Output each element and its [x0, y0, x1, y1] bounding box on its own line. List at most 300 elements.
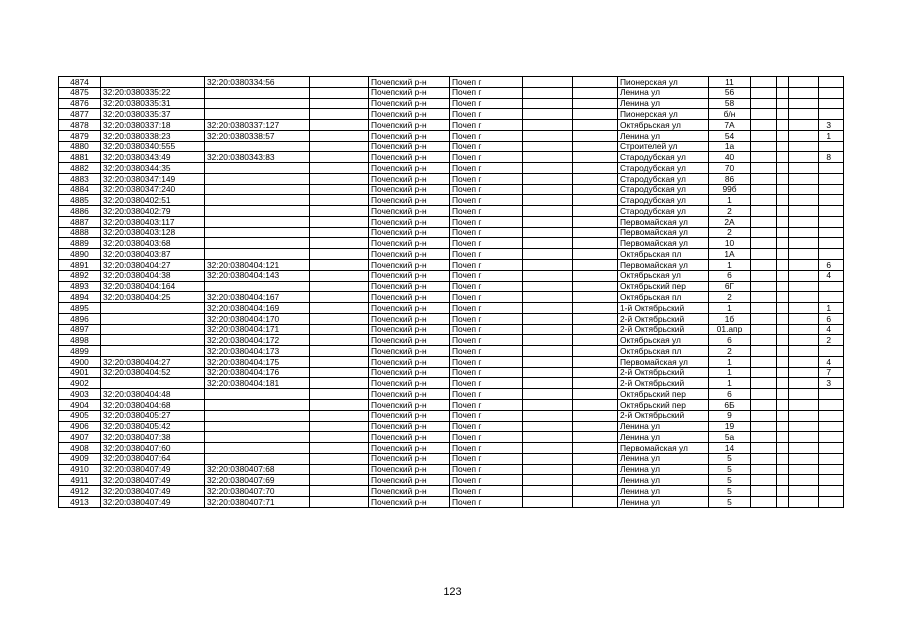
cell-blank-col-d: [751, 77, 777, 88]
cell-cadastral-number-building: 32:20:0380404:173: [205, 346, 310, 357]
cell-row-number: 4876: [59, 98, 101, 109]
cell-row-number: 4889: [59, 238, 101, 249]
cell-blank-col-b: [523, 356, 573, 367]
cell-blank-col-c: [573, 367, 618, 378]
cell-blank-col-c: [573, 421, 618, 432]
cell-blank-col-f: [789, 130, 819, 141]
cell-flat-count: 4: [819, 324, 844, 335]
cell-blank-col-c: [573, 453, 618, 464]
cell-city: Почеп г: [450, 227, 523, 238]
cell-cadastral-number-land: 32:20:0380404:48: [101, 389, 205, 400]
cell-blank-col-b: [523, 496, 573, 507]
cell-blank-col-e: [777, 486, 789, 497]
cell-blank-col-e: [777, 432, 789, 443]
cell-flat-count: 1: [819, 303, 844, 314]
cell-blank-col-d: [751, 367, 777, 378]
cell-flat-count: [819, 421, 844, 432]
table-body: [59, 77, 844, 508]
cell-street: Стародубская ул: [618, 163, 709, 174]
cell-blank-col-d: [751, 378, 777, 389]
cell-blank-col-f: [789, 356, 819, 367]
cell-cadastral-number-building: [205, 238, 310, 249]
cell-row-number: 4909: [59, 453, 101, 464]
cell-blank-col-c: [573, 120, 618, 131]
cell-blank-col-b: [523, 486, 573, 497]
cell-blank-col-d: [751, 173, 777, 184]
cell-city: Почеп г: [450, 335, 523, 346]
cell-row-number: 4880: [59, 141, 101, 152]
cell-blank-col-f: [789, 206, 819, 217]
cell-cadastral-number-building: 32:20:0380404:181: [205, 378, 310, 389]
cell-street: Первомайская ул: [618, 216, 709, 227]
cell-district: Почепский р-н: [369, 292, 450, 303]
cell-cadastral-number-building: [205, 87, 310, 98]
cell-blank-col-a: [310, 98, 369, 109]
cell-blank-col-c: [573, 173, 618, 184]
cell-district: Почепский р-н: [369, 141, 450, 152]
cell-blank-col-a: [310, 475, 369, 486]
cell-blank-col-b: [523, 281, 573, 292]
cell-blank-col-b: [523, 216, 573, 227]
cell-city: Почеп г: [450, 109, 523, 120]
cell-blank-col-a: [310, 77, 369, 88]
cell-blank-col-c: [573, 292, 618, 303]
cell-blank-col-f: [789, 324, 819, 335]
cell-cadastral-number-building: 32:20:0380404:172: [205, 335, 310, 346]
cell-city: Почеп г: [450, 130, 523, 141]
cell-blank-col-e: [777, 260, 789, 271]
cell-blank-col-b: [523, 346, 573, 357]
cell-blank-col-f: [789, 399, 819, 410]
cell-blank-col-a: [310, 260, 369, 271]
cell-cadastral-number-building: [205, 141, 310, 152]
cell-cadastral-number-land: [101, 77, 205, 88]
cell-cadastral-number-land: 32:20:0380407:64: [101, 453, 205, 464]
cell-blank-col-f: [789, 464, 819, 475]
cell-blank-col-f: [789, 141, 819, 152]
cell-row-number: 4884: [59, 184, 101, 195]
cell-city: Почеп г: [450, 270, 523, 281]
cell-city: Почеп г: [450, 303, 523, 314]
cell-blank-col-f: [789, 98, 819, 109]
cell-blank-col-b: [523, 98, 573, 109]
cell-blank-col-f: [789, 335, 819, 346]
table-row: [59, 486, 844, 497]
cell-street: Первомайская ул: [618, 260, 709, 271]
cell-blank-col-e: [777, 367, 789, 378]
cell-district: Почепский р-н: [369, 410, 450, 421]
cell-cadastral-number-building: 32:20:0380343:83: [205, 152, 310, 163]
cell-blank-col-a: [310, 443, 369, 454]
cell-blank-col-b: [523, 120, 573, 131]
cell-cadastral-number-building: [205, 216, 310, 227]
cell-blank-col-e: [777, 227, 789, 238]
cell-house-number: 1: [709, 356, 751, 367]
cell-district: Почепский р-н: [369, 453, 450, 464]
cell-row-number: 4902: [59, 378, 101, 389]
cell-blank-col-a: [310, 292, 369, 303]
cell-city: Почеп г: [450, 443, 523, 454]
cell-cadastral-number-land: 32:20:0380404:25: [101, 292, 205, 303]
cell-district: Почепский р-н: [369, 206, 450, 217]
cell-blank-col-b: [523, 173, 573, 184]
cell-flat-count: 3: [819, 378, 844, 389]
table-row: [59, 464, 844, 475]
cell-blank-col-d: [751, 195, 777, 206]
cell-blank-col-b: [523, 195, 573, 206]
cell-house-number: 7А: [709, 120, 751, 131]
cell-row-number: 4891: [59, 260, 101, 271]
table-row: [59, 335, 844, 346]
cell-cadastral-number-building: 32:20:0380407:68: [205, 464, 310, 475]
cell-cadastral-number-land: 32:20:0380404:38: [101, 270, 205, 281]
cell-row-number: 4901: [59, 367, 101, 378]
cell-district: Почепский р-н: [369, 313, 450, 324]
cell-district: Почепский р-н: [369, 260, 450, 271]
cell-cadastral-number-land: 32:20:0380402:51: [101, 195, 205, 206]
cell-row-number: 4897: [59, 324, 101, 335]
cell-district: Почепский р-н: [369, 356, 450, 367]
cell-cadastral-number-land: 32:20:0380405:42: [101, 421, 205, 432]
cell-blank-col-d: [751, 335, 777, 346]
cell-house-number: 58: [709, 98, 751, 109]
cell-blank-col-f: [789, 109, 819, 120]
cell-blank-col-b: [523, 238, 573, 249]
cell-street: Стародубская ул: [618, 152, 709, 163]
cell-blank-col-e: [777, 496, 789, 507]
cell-street: Ленина ул: [618, 464, 709, 475]
table-row: [59, 443, 844, 454]
cell-house-number: 1а: [709, 141, 751, 152]
cell-city: Почеп г: [450, 475, 523, 486]
cell-city: Почеп г: [450, 464, 523, 475]
cell-city: Почеп г: [450, 260, 523, 271]
cell-blank-col-e: [777, 163, 789, 174]
cell-row-number: 4907: [59, 432, 101, 443]
cell-row-number: 4896: [59, 313, 101, 324]
cell-row-number: 4904: [59, 399, 101, 410]
cell-blank-col-a: [310, 173, 369, 184]
cell-cadastral-number-land: 32:20:0380344:35: [101, 163, 205, 174]
cell-blank-col-f: [789, 173, 819, 184]
table-row: [59, 432, 844, 443]
cell-blank-col-c: [573, 195, 618, 206]
cell-blank-col-b: [523, 270, 573, 281]
cell-cadastral-number-land: 32:20:0380403:117: [101, 216, 205, 227]
cell-street: Стародубская ул: [618, 195, 709, 206]
registry-table: [58, 76, 844, 508]
cell-city: Почеп г: [450, 496, 523, 507]
cell-blank-col-b: [523, 152, 573, 163]
table-row: [59, 475, 844, 486]
cell-cadastral-number-building: [205, 453, 310, 464]
cell-cadastral-number-building: [205, 173, 310, 184]
cell-cadastral-number-building: 32:20:0380334:56: [205, 77, 310, 88]
cell-district: Почепский р-н: [369, 130, 450, 141]
cell-city: Почеп г: [450, 378, 523, 389]
cell-district: Почепский р-н: [369, 270, 450, 281]
table-row: [59, 184, 844, 195]
table-row: [59, 77, 844, 88]
cell-flat-count: [819, 443, 844, 454]
cell-cadastral-number-building: [205, 163, 310, 174]
cell-row-number: 4895: [59, 303, 101, 314]
table-row: [59, 356, 844, 367]
cell-blank-col-c: [573, 130, 618, 141]
cell-street: 2-й Октябрьский: [618, 378, 709, 389]
cell-blank-col-b: [523, 464, 573, 475]
cell-blank-col-b: [523, 432, 573, 443]
table-row: [59, 367, 844, 378]
cell-street: Октябрьская пл: [618, 346, 709, 357]
cell-district: Почепский р-н: [369, 173, 450, 184]
cell-blank-col-b: [523, 367, 573, 378]
cell-blank-col-f: [789, 270, 819, 281]
cell-house-number: 2: [709, 227, 751, 238]
cell-blank-col-c: [573, 98, 618, 109]
table-row: [59, 346, 844, 357]
cell-blank-col-e: [777, 281, 789, 292]
cell-blank-col-c: [573, 238, 618, 249]
cell-city: Почеп г: [450, 206, 523, 217]
cell-blank-col-e: [777, 303, 789, 314]
cell-row-number: 4879: [59, 130, 101, 141]
cell-blank-col-c: [573, 141, 618, 152]
cell-cadastral-number-land: 32:20:0380335:37: [101, 109, 205, 120]
cell-blank-col-c: [573, 249, 618, 260]
cell-blank-col-a: [310, 335, 369, 346]
cell-blank-col-a: [310, 152, 369, 163]
cell-row-number: 4890: [59, 249, 101, 260]
cell-street: Первомайская ул: [618, 443, 709, 454]
cell-blank-col-c: [573, 281, 618, 292]
cell-row-number: 4875: [59, 87, 101, 98]
cell-city: Почеп г: [450, 346, 523, 357]
cell-cadastral-number-land: 32:20:0380335:31: [101, 98, 205, 109]
cell-flat-count: [819, 163, 844, 174]
cell-city: Почеп г: [450, 281, 523, 292]
cell-cadastral-number-building: [205, 432, 310, 443]
cell-blank-col-c: [573, 260, 618, 271]
cell-blank-col-c: [573, 464, 618, 475]
cell-city: Почеп г: [450, 313, 523, 324]
cell-district: Почепский р-н: [369, 324, 450, 335]
cell-district: Почепский р-н: [369, 98, 450, 109]
cell-blank-col-d: [751, 453, 777, 464]
cell-blank-col-d: [751, 486, 777, 497]
cell-street: Стародубская ул: [618, 173, 709, 184]
cell-cadastral-number-building: [205, 410, 310, 421]
cell-cadastral-number-land: 32:20:0380404:27: [101, 356, 205, 367]
cell-blank-col-f: [789, 260, 819, 271]
cell-city: Почеп г: [450, 486, 523, 497]
table-row: [59, 303, 844, 314]
cell-cadastral-number-land: 32:20:0380340:555: [101, 141, 205, 152]
cell-row-number: 4900: [59, 356, 101, 367]
cell-blank-col-a: [310, 109, 369, 120]
cell-cadastral-number-land: 32:20:0380402:79: [101, 206, 205, 217]
cell-blank-col-a: [310, 389, 369, 400]
cell-district: Почепский р-н: [369, 389, 450, 400]
cell-blank-col-c: [573, 184, 618, 195]
cell-blank-col-e: [777, 270, 789, 281]
cell-district: Почепский р-н: [369, 432, 450, 443]
cell-house-number: 6: [709, 335, 751, 346]
cell-blank-col-d: [751, 120, 777, 131]
cell-blank-col-a: [310, 367, 369, 378]
cell-blank-col-c: [573, 313, 618, 324]
cell-house-number: 40: [709, 152, 751, 163]
cell-blank-col-d: [751, 109, 777, 120]
cell-cadastral-number-building: 32:20:0380407:69: [205, 475, 310, 486]
cell-blank-col-f: [789, 346, 819, 357]
cell-blank-col-e: [777, 77, 789, 88]
cell-house-number: 56: [709, 87, 751, 98]
cell-blank-col-a: [310, 346, 369, 357]
cell-blank-col-c: [573, 152, 618, 163]
cell-city: Почеп г: [450, 184, 523, 195]
cell-district: Почепский р-н: [369, 249, 450, 260]
cell-house-number: 6Б: [709, 399, 751, 410]
cell-street: Ленина ул: [618, 87, 709, 98]
cell-cadastral-number-building: [205, 109, 310, 120]
cell-cadastral-number-building: 32:20:0380404:175: [205, 356, 310, 367]
cell-row-number: 4886: [59, 206, 101, 217]
cell-cadastral-number-building: 32:20:0380404:169: [205, 303, 310, 314]
cell-blank-col-e: [777, 410, 789, 421]
cell-blank-col-e: [777, 206, 789, 217]
cell-blank-col-f: [789, 292, 819, 303]
cell-blank-col-e: [777, 238, 789, 249]
cell-blank-col-b: [523, 475, 573, 486]
cell-blank-col-c: [573, 486, 618, 497]
table-row: [59, 238, 844, 249]
cell-blank-col-e: [777, 399, 789, 410]
cell-flat-count: 1: [819, 130, 844, 141]
cell-blank-col-f: [789, 496, 819, 507]
cell-cadastral-number-building: 32:20:0380404:121: [205, 260, 310, 271]
cell-house-number: 5: [709, 486, 751, 497]
cell-district: Почепский р-н: [369, 120, 450, 131]
cell-blank-col-b: [523, 206, 573, 217]
cell-blank-col-d: [751, 163, 777, 174]
cell-blank-col-b: [523, 335, 573, 346]
cell-blank-col-b: [523, 227, 573, 238]
cell-blank-col-f: [789, 313, 819, 324]
table-row: [59, 87, 844, 98]
cell-blank-col-c: [573, 475, 618, 486]
cell-city: Почеп г: [450, 238, 523, 249]
cell-blank-col-b: [523, 399, 573, 410]
cell-blank-col-c: [573, 87, 618, 98]
cell-blank-col-f: [789, 303, 819, 314]
cell-blank-col-c: [573, 324, 618, 335]
cell-house-number: 70: [709, 163, 751, 174]
cell-city: Почеп г: [450, 453, 523, 464]
cell-blank-col-c: [573, 335, 618, 346]
cell-cadastral-number-land: 32:20:0380403:128: [101, 227, 205, 238]
cell-row-number: 4885: [59, 195, 101, 206]
cell-cadastral-number-building: [205, 281, 310, 292]
table-row: [59, 173, 844, 184]
cell-house-number: 54: [709, 130, 751, 141]
cell-blank-col-a: [310, 399, 369, 410]
cell-flat-count: [819, 453, 844, 464]
cell-city: Почеп г: [450, 141, 523, 152]
cell-cadastral-number-land: [101, 324, 205, 335]
cell-cadastral-number-building: [205, 421, 310, 432]
cell-district: Почепский р-н: [369, 378, 450, 389]
cell-street: Строителей ул: [618, 141, 709, 152]
table-row: [59, 206, 844, 217]
cell-street: Стародубская ул: [618, 206, 709, 217]
cell-blank-col-d: [751, 356, 777, 367]
table-row: [59, 453, 844, 464]
cell-blank-col-c: [573, 346, 618, 357]
cell-flat-count: [819, 238, 844, 249]
table-row: [59, 281, 844, 292]
cell-blank-col-e: [777, 356, 789, 367]
cell-blank-col-d: [751, 184, 777, 195]
cell-blank-col-a: [310, 378, 369, 389]
cell-blank-col-b: [523, 141, 573, 152]
cell-street: Пионерская ул: [618, 109, 709, 120]
cell-blank-col-f: [789, 238, 819, 249]
cell-cadastral-number-building: [205, 227, 310, 238]
cell-row-number: 4892: [59, 270, 101, 281]
table-row: [59, 163, 844, 174]
cell-blank-col-d: [751, 346, 777, 357]
cell-house-number: 86: [709, 173, 751, 184]
cell-street: Октябрьская ул: [618, 120, 709, 131]
cell-flat-count: 7: [819, 367, 844, 378]
cell-house-number: 2: [709, 292, 751, 303]
cell-street: 1-й Октябрьский: [618, 303, 709, 314]
cell-blank-col-e: [777, 216, 789, 227]
cell-flat-count: [819, 109, 844, 120]
cell-street: Ленина ул: [618, 453, 709, 464]
cell-blank-col-c: [573, 77, 618, 88]
table-row: [59, 120, 844, 131]
cell-blank-col-a: [310, 281, 369, 292]
cell-flat-count: [819, 496, 844, 507]
cell-street: Октябрьский пер: [618, 281, 709, 292]
cell-cadastral-number-land: 32:20:0380347:149: [101, 173, 205, 184]
cell-city: Почеп г: [450, 367, 523, 378]
cell-blank-col-e: [777, 421, 789, 432]
cell-blank-col-b: [523, 184, 573, 195]
table-row: [59, 378, 844, 389]
cell-blank-col-a: [310, 163, 369, 174]
cell-blank-col-e: [777, 141, 789, 152]
cell-cadastral-number-land: 32:20:0380343:49: [101, 152, 205, 163]
cell-blank-col-e: [777, 87, 789, 98]
cell-row-number: 4906: [59, 421, 101, 432]
cell-street: Октябрьский пер: [618, 399, 709, 410]
cell-blank-col-c: [573, 216, 618, 227]
cell-blank-col-f: [789, 184, 819, 195]
cell-blank-col-b: [523, 453, 573, 464]
cell-blank-col-d: [751, 443, 777, 454]
cell-blank-col-f: [789, 378, 819, 389]
cell-row-number: 4911: [59, 475, 101, 486]
cell-row-number: 4913: [59, 496, 101, 507]
cell-district: Почепский р-н: [369, 281, 450, 292]
cell-blank-col-d: [751, 303, 777, 314]
table-row: [59, 324, 844, 335]
cell-house-number: 6Г: [709, 281, 751, 292]
cell-cadastral-number-building: [205, 206, 310, 217]
